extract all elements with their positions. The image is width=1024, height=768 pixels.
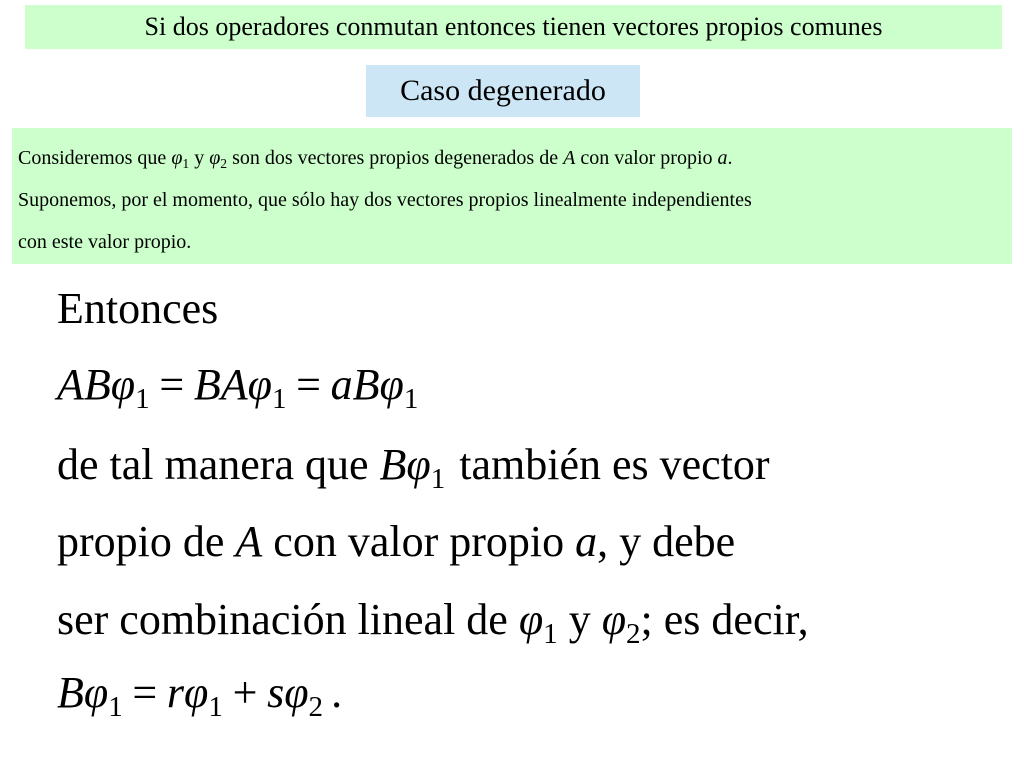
intro-conj: y [194,147,205,169]
intro-text: son dos vectores propios degenerados de [232,147,559,169]
phi-symbol: φ [184,668,209,717]
subscript-1: 1 [271,383,287,416]
operator-b: B [352,360,380,409]
eigenvalue-a: a [717,147,728,169]
intro-box [12,128,1012,264]
intro-period: . [727,147,733,169]
subscript-1: 1 [430,463,446,496]
phi-symbol: φ [83,668,109,717]
phi-symbol: φ [601,595,627,644]
subscript-1: 1 [403,383,419,416]
equals-sign: = [296,360,321,409]
body-line-5 [57,590,809,650]
body-text: y debe [619,517,736,566]
body-text: es decir, [663,595,809,644]
phi-symbol: φ [247,360,272,409]
subscript-2: 2 [626,618,641,651]
slide-subtitle: Caso degenerado [366,65,640,117]
operator-a: A [57,360,84,409]
body-line-3 [57,435,770,495]
coefficient-r: r [166,668,185,717]
subscript-2: 2 [308,691,324,724]
phi-symbol: φ [284,668,309,717]
intro-line-2: Suponemos, por el momento, que sólo hay dos vectores propios linealmente independientes [18,189,752,211]
subscript-2: 2 [220,156,228,172]
subscript-1: 1 [208,691,223,724]
subscript-1: 1 [135,383,150,416]
phi-symbol: φ [518,595,544,644]
phi-symbol: φ [110,360,136,409]
intro-text: con valor propio [580,147,713,169]
intro-line-3: con este valor propio. [18,231,192,253]
period: . [331,668,343,717]
body-line-4 [57,512,735,572]
coefficient-s: s [267,668,285,717]
subscript-1: 1 [108,691,123,724]
body-text: propio de [57,517,225,566]
semicolon: ; [640,595,653,644]
body-text: con valor propio [273,517,565,566]
subscript-1: 1 [182,156,190,172]
eigenvalue-a: a [330,360,353,409]
body-text: ser combinación lineal de [57,595,508,644]
operator-a: A [220,360,248,409]
body-text: de tal manera que [57,440,369,489]
plus-sign: + [232,668,258,717]
phi-symbol: φ [171,147,183,169]
equation-1 [57,355,418,415]
phi-symbol: φ [406,440,431,489]
operator-b: B [193,360,221,409]
equals-sign: = [159,360,185,409]
comma: , [597,517,609,566]
entonces-line: Entonces [57,284,219,333]
slide-title: Si dos operadores conmutan entonces tienen vectores propios comunes [25,5,1002,49]
eigenvalue-a: a [575,517,598,566]
operator-b: B [379,440,407,489]
equals-sign: = [132,668,158,717]
phi-symbol: φ [209,147,221,169]
body-conj: y [568,595,591,644]
phi-symbol: φ [379,360,404,409]
operator-a: A [235,517,263,566]
subscript-1: 1 [543,618,558,651]
intro-line-1 [18,137,1012,179]
operator-b: B [57,668,84,717]
operator-b: B [83,360,111,409]
intro-text: Consideremos que [18,147,167,169]
body-text: también es vector [459,440,770,489]
equation-2 [57,663,342,723]
operator-a: A [563,147,576,169]
